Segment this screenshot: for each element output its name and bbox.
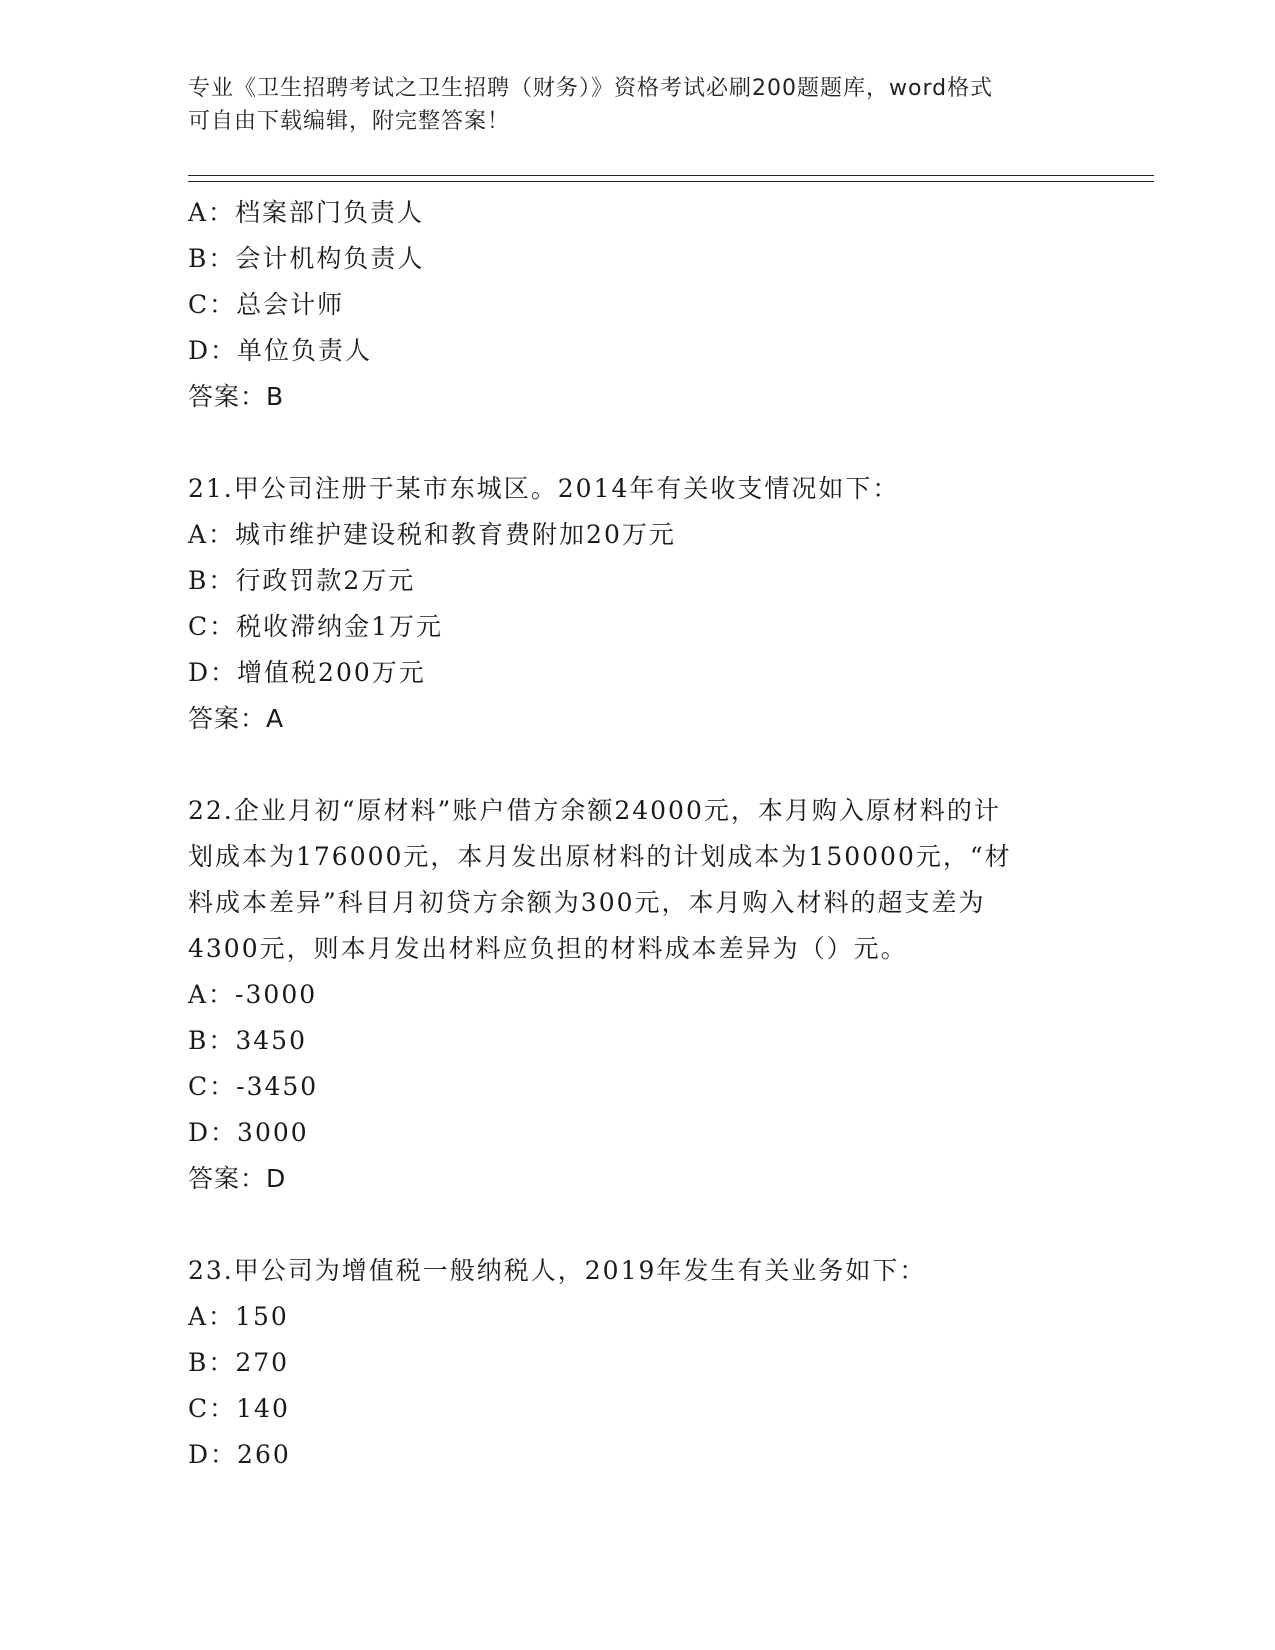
option-c: C：税收滞纳金1万元 [188,612,444,641]
header-divider-top [188,175,1154,176]
option-a: A：档案部门负责人 [188,198,425,227]
question-stem: 23.甲公司为增值税一般纳税人，2019年发生有关业务如下： [188,1256,927,1285]
option-b: B：行政罚款2万元 [188,566,416,595]
answer: 答案：A [188,704,285,733]
option-a: A：-3000 [188,980,318,1009]
question-21 [188,466,1088,742]
question-20 [188,190,1088,420]
question-stem: 21.甲公司注册于某市东城区。2014年有关收支情况如下： [188,474,900,503]
answer: 答案：D [188,1164,287,1193]
spacer [188,742,1088,788]
question-stem-line: 22.企业月初“原材料”账户借方余额24000元，本月购入原材料的计 [188,796,1001,825]
option-c: C：总会计师 [188,290,345,319]
option-d: D：260 [188,1440,291,1469]
option-b: B：3450 [188,1026,307,1055]
option-d: D：3000 [188,1118,309,1147]
question-list [188,190,1088,1478]
header-divider-bottom [188,181,1154,182]
question-stem [188,788,1088,972]
option-a: A：城市维护建设税和教育费附加20万元 [188,520,676,549]
option-d: D：单位负责人 [188,336,373,365]
option-a: A：150 [188,1302,289,1331]
document-header [188,72,1088,138]
answer: 答案：B [188,382,285,411]
question-23 [188,1248,1088,1478]
option-c: C：140 [188,1394,290,1423]
option-d: D：增值税200万元 [188,658,426,687]
question-stem-line: 4300元，则本月发出材料应负担的材料成本差异为（）元。 [188,934,908,963]
option-b: B：会计机构负责人 [188,244,425,273]
spacer [188,1202,1088,1248]
question-stem-line: 料成本差异”科目月初贷方余额为300元，本月购入材料的超支差为 [188,888,986,917]
spacer [188,420,1088,466]
header-line-2: 可自由下载编辑，附完整答案！ [188,109,511,134]
option-b: B：270 [188,1348,290,1377]
question-22 [188,788,1088,1202]
header-line-1: 专业《卫生招聘考试之卫生招聘（财务）》资格考试必刷200题题库，word格式 [188,76,994,101]
option-c: C：-3450 [188,1072,319,1101]
question-stem-line: 划成本为176000元，本月发出原材料的计划成本为150000元，“材 [188,842,1012,871]
